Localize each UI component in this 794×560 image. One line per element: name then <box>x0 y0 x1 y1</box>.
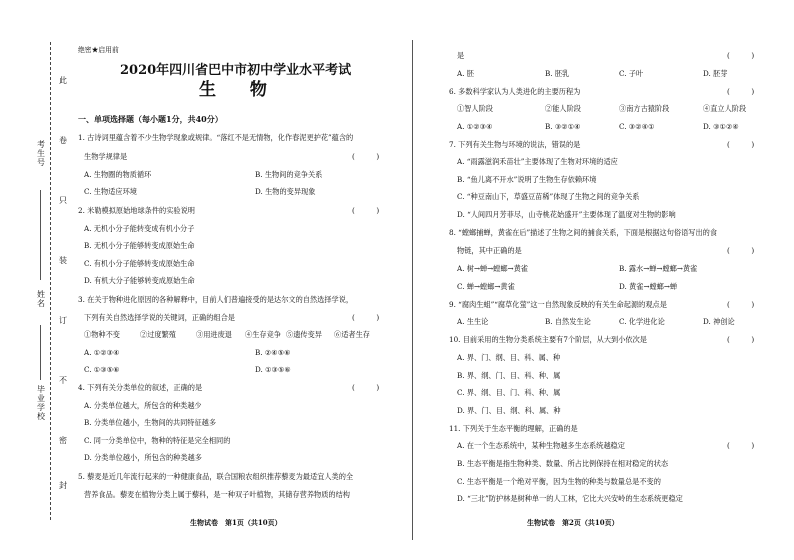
question-9: 9. “腐肉生蛆”“腐草化萤”这一自然现象反映的有关生命起源的观点是 <box>449 300 667 309</box>
bind-char: 此 <box>59 76 67 85</box>
option: A. 生物圈的物质循环 <box>84 170 152 179</box>
option: B. 生物间的竞争关系 <box>255 170 323 179</box>
page-footer: 生物试卷 第2页（共10页） <box>527 518 619 527</box>
item: ⑥适者生存 <box>334 330 370 339</box>
answer-paren: ( ) <box>352 152 380 161</box>
option: D. 神创论 <box>703 317 735 326</box>
option: D. 分类单位越小，所包含的种类越多 <box>84 453 202 462</box>
bind-label-name: 姓名 <box>37 290 45 308</box>
question-5-line2: 营养食品。藜麦在植物分类上属于藜科，是一种双子叶植物，其储存营养物质的结构 <box>84 490 350 499</box>
binding-margin <box>14 40 66 520</box>
bind-char: 装 <box>59 256 67 265</box>
option: B. 胚乳 <box>545 69 570 78</box>
option: C. 子叶 <box>619 69 644 78</box>
option: C. ①③⑤⑥ <box>84 365 120 374</box>
option: C. 蝉→螳螂→黄雀 <box>457 282 515 291</box>
item: ④直立人阶段 <box>703 104 747 113</box>
question-5-tail: 是 <box>457 51 465 60</box>
option: C. 生态平衡是一个绝对平衡，因为生物的种类与数量总是不变的 <box>457 477 661 486</box>
option: D. ①③⑤⑥ <box>255 365 291 374</box>
item: ⑤遗传变异 <box>286 330 322 339</box>
binding-dashed-line <box>50 42 51 520</box>
bind-char: 订 <box>59 316 67 325</box>
answer-paren: ( ) <box>352 206 380 215</box>
bind-label-school: 毕业学校 <box>37 385 45 421</box>
option: C. 界、纲、目、门、科、种、属 <box>457 388 561 397</box>
bind-char: 密 <box>59 436 67 445</box>
option: A. 无机小分子能转变成有机小分子 <box>84 224 195 233</box>
item: ④生存竞争 <box>245 330 281 339</box>
subject-title: 生 物 <box>199 80 281 100</box>
answer-paren: ( ) <box>727 140 755 149</box>
item: ②能人阶段 <box>545 104 581 113</box>
option: D. ③①②④ <box>703 122 739 131</box>
option: D. 胚芽 <box>703 69 728 78</box>
secret-mark: 绝密★启用前 <box>78 46 119 54</box>
question-3-line1: 3. 在关于物种进化原因的各种解释中，目前人们普遍接受的是达尔文的自然选择学说， <box>78 295 354 304</box>
bind-char: 不 <box>59 376 67 385</box>
option: A. 树→蝉→螳螂→黄雀 <box>457 264 528 273</box>
option: C. ③②④① <box>619 122 655 131</box>
option: C. 同一分类单位中，物种的特征是完全相同的 <box>84 436 231 445</box>
option: A. 分类单位越大，所包含的种类越少 <box>84 401 202 410</box>
option: D. “人间四月芳菲尽，山寺桃花始盛开”主要体现了温度对生物的影响 <box>457 210 676 219</box>
item: ③南方古猿阶段 <box>619 104 670 113</box>
answer-paren: ( ) <box>727 441 755 450</box>
option: C. 生物适应环境 <box>84 187 137 196</box>
bind-char: 只 <box>59 196 67 205</box>
option: B. 生态平衡是指生物种类、数量、所占比例保持在相对稳定的状态 <box>457 459 669 468</box>
question-10: 10. 目前采用的生物分类系统主要有7个阶层，从大到小依次是 <box>449 335 647 344</box>
answer-paren: ( ) <box>352 313 380 322</box>
question-8-line2: 物链，其中正确的是 <box>457 246 522 255</box>
option: D. 有机大分子能够转变成原始生命 <box>84 276 195 285</box>
question-11: 11. 下列关于生态平衡的理解，正确的是 <box>449 424 578 433</box>
question-2: 2. 米勒模拟原始地球条件的实验说明 <box>78 206 195 215</box>
item: ①物种不变 <box>84 330 120 339</box>
question-5-line1: 5. 藜麦是近几年流行起来的一种健康食品，联合国粮农组织推荐藜麦为最适宜人类的全 <box>78 472 354 481</box>
section-heading: 一、单项选择题（每小题1分，共40分） <box>78 114 223 124</box>
option: A. 界、门、纲、目、科、属、种 <box>457 353 561 362</box>
question-1-line1: 1. 古诗词里蕴含着不少生物学现象或规律。“落红不是无情物，化作春泥更护花”蕴含的 <box>78 133 354 142</box>
option: B. 自然发生论 <box>545 317 591 326</box>
item: ③用进废退 <box>196 330 232 339</box>
option: A. 在一个生态系统中，某种生物越多生态系统越稳定 <box>457 441 625 450</box>
option: A. 生生论 <box>457 317 489 326</box>
option: B. “鱼儿离不开水”说明了生物生存依赖环境 <box>457 175 597 184</box>
bind-char: 卷 <box>59 136 67 145</box>
option: B. 无机小分子能够转变成原始生命 <box>84 241 195 250</box>
option: B. ②④⑤⑥ <box>255 348 291 357</box>
question-1-line2: 生物学规律是 <box>84 152 128 161</box>
option: A. “雨露滋润禾苗壮”主要体现了生物对环境的适应 <box>457 157 618 166</box>
question-4: 4. 下列有关分类单位的叙述，正确的是 <box>78 383 203 392</box>
question-6: 6. 多数科学家认为人类进化的主要历程为 <box>449 87 581 96</box>
option: A. 胚 <box>457 69 474 78</box>
question-7: 7. 下列有关生物与环境的说法，错误的是 <box>449 140 581 149</box>
right-page <box>397 0 794 560</box>
option: B. 露水→蝉→螳螂→黄雀 <box>619 264 698 273</box>
answer-paren: ( ) <box>727 51 755 60</box>
option: B. 分类单位越小，生物间的共同特征越多 <box>84 418 217 427</box>
option: D. 界、门、目、纲、科、属、种 <box>457 406 561 415</box>
option: B. 界、纲、门、目、科、种、属 <box>457 371 561 380</box>
option: B. ③②①④ <box>545 122 581 131</box>
option: D. 生物的变异现象 <box>255 187 316 196</box>
page-footer: 生物试卷 第1页（共10页） <box>190 518 282 527</box>
answer-paren: ( ) <box>727 300 755 309</box>
answer-paren: ( ) <box>727 246 755 255</box>
option: C. 化学进化论 <box>619 317 665 326</box>
item: ①智人阶段 <box>457 104 493 113</box>
question-8-line1: 8. “螳螂捕蝉，黄雀在后”描述了生物之间的捕食关系，下面是根据这句俗语写出的食 <box>449 228 718 237</box>
exam-title: 2020年四川省巴中市初中学业水平考试 <box>120 63 352 78</box>
bind-field-line <box>40 190 41 280</box>
option: C. 有机小分子能够转变成原始生命 <box>84 259 195 268</box>
option: A. ①②③④ <box>457 122 493 131</box>
answer-paren: ( ) <box>727 335 755 344</box>
bind-char: 封 <box>59 481 67 490</box>
option: C. “种豆南山下，草盛豆苗稀”体现了生物之间的竞争关系 <box>457 192 640 201</box>
option: D. 黄雀→螳螂→蝉 <box>619 282 678 291</box>
bind-field-line <box>40 325 41 380</box>
answer-paren: ( ) <box>727 87 755 96</box>
option: A. ①②③④ <box>84 348 120 357</box>
answer-paren: ( ) <box>352 383 380 392</box>
question-3-line2: 下列有关自然选择学说的关键词，正确的组合是 <box>84 313 235 322</box>
option: D. “三北”防护林是树种单一的人工林，它比大兴安岭的生态系统更稳定 <box>457 494 683 503</box>
bind-label-examno: 考生号 <box>37 140 45 167</box>
item: ②过度繁殖 <box>140 330 176 339</box>
